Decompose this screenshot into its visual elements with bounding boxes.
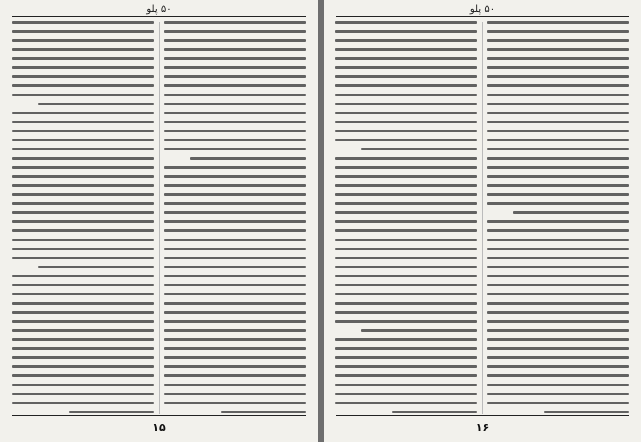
- right-column-separator: [482, 22, 483, 414]
- left-column-separator: [159, 22, 160, 414]
- right-page-column-left: [335, 21, 477, 413]
- right-page: [324, 0, 641, 442]
- left-page-number: ۱۵: [152, 421, 166, 434]
- left-page-header: ۵۰ پلو: [146, 4, 172, 15]
- right-page-column-right: [487, 21, 629, 413]
- left-header-rule: [12, 16, 306, 17]
- left-page: [0, 0, 318, 442]
- left-page-column-right: [164, 21, 306, 413]
- left-footer-rule: [12, 415, 306, 416]
- right-page-header: ۵۰ پلو: [469, 4, 496, 15]
- right-footer-rule: [336, 415, 629, 416]
- left-page-column-left: [12, 21, 154, 413]
- right-page-number: ۱۶: [475, 421, 490, 434]
- right-header-rule: [336, 16, 629, 17]
